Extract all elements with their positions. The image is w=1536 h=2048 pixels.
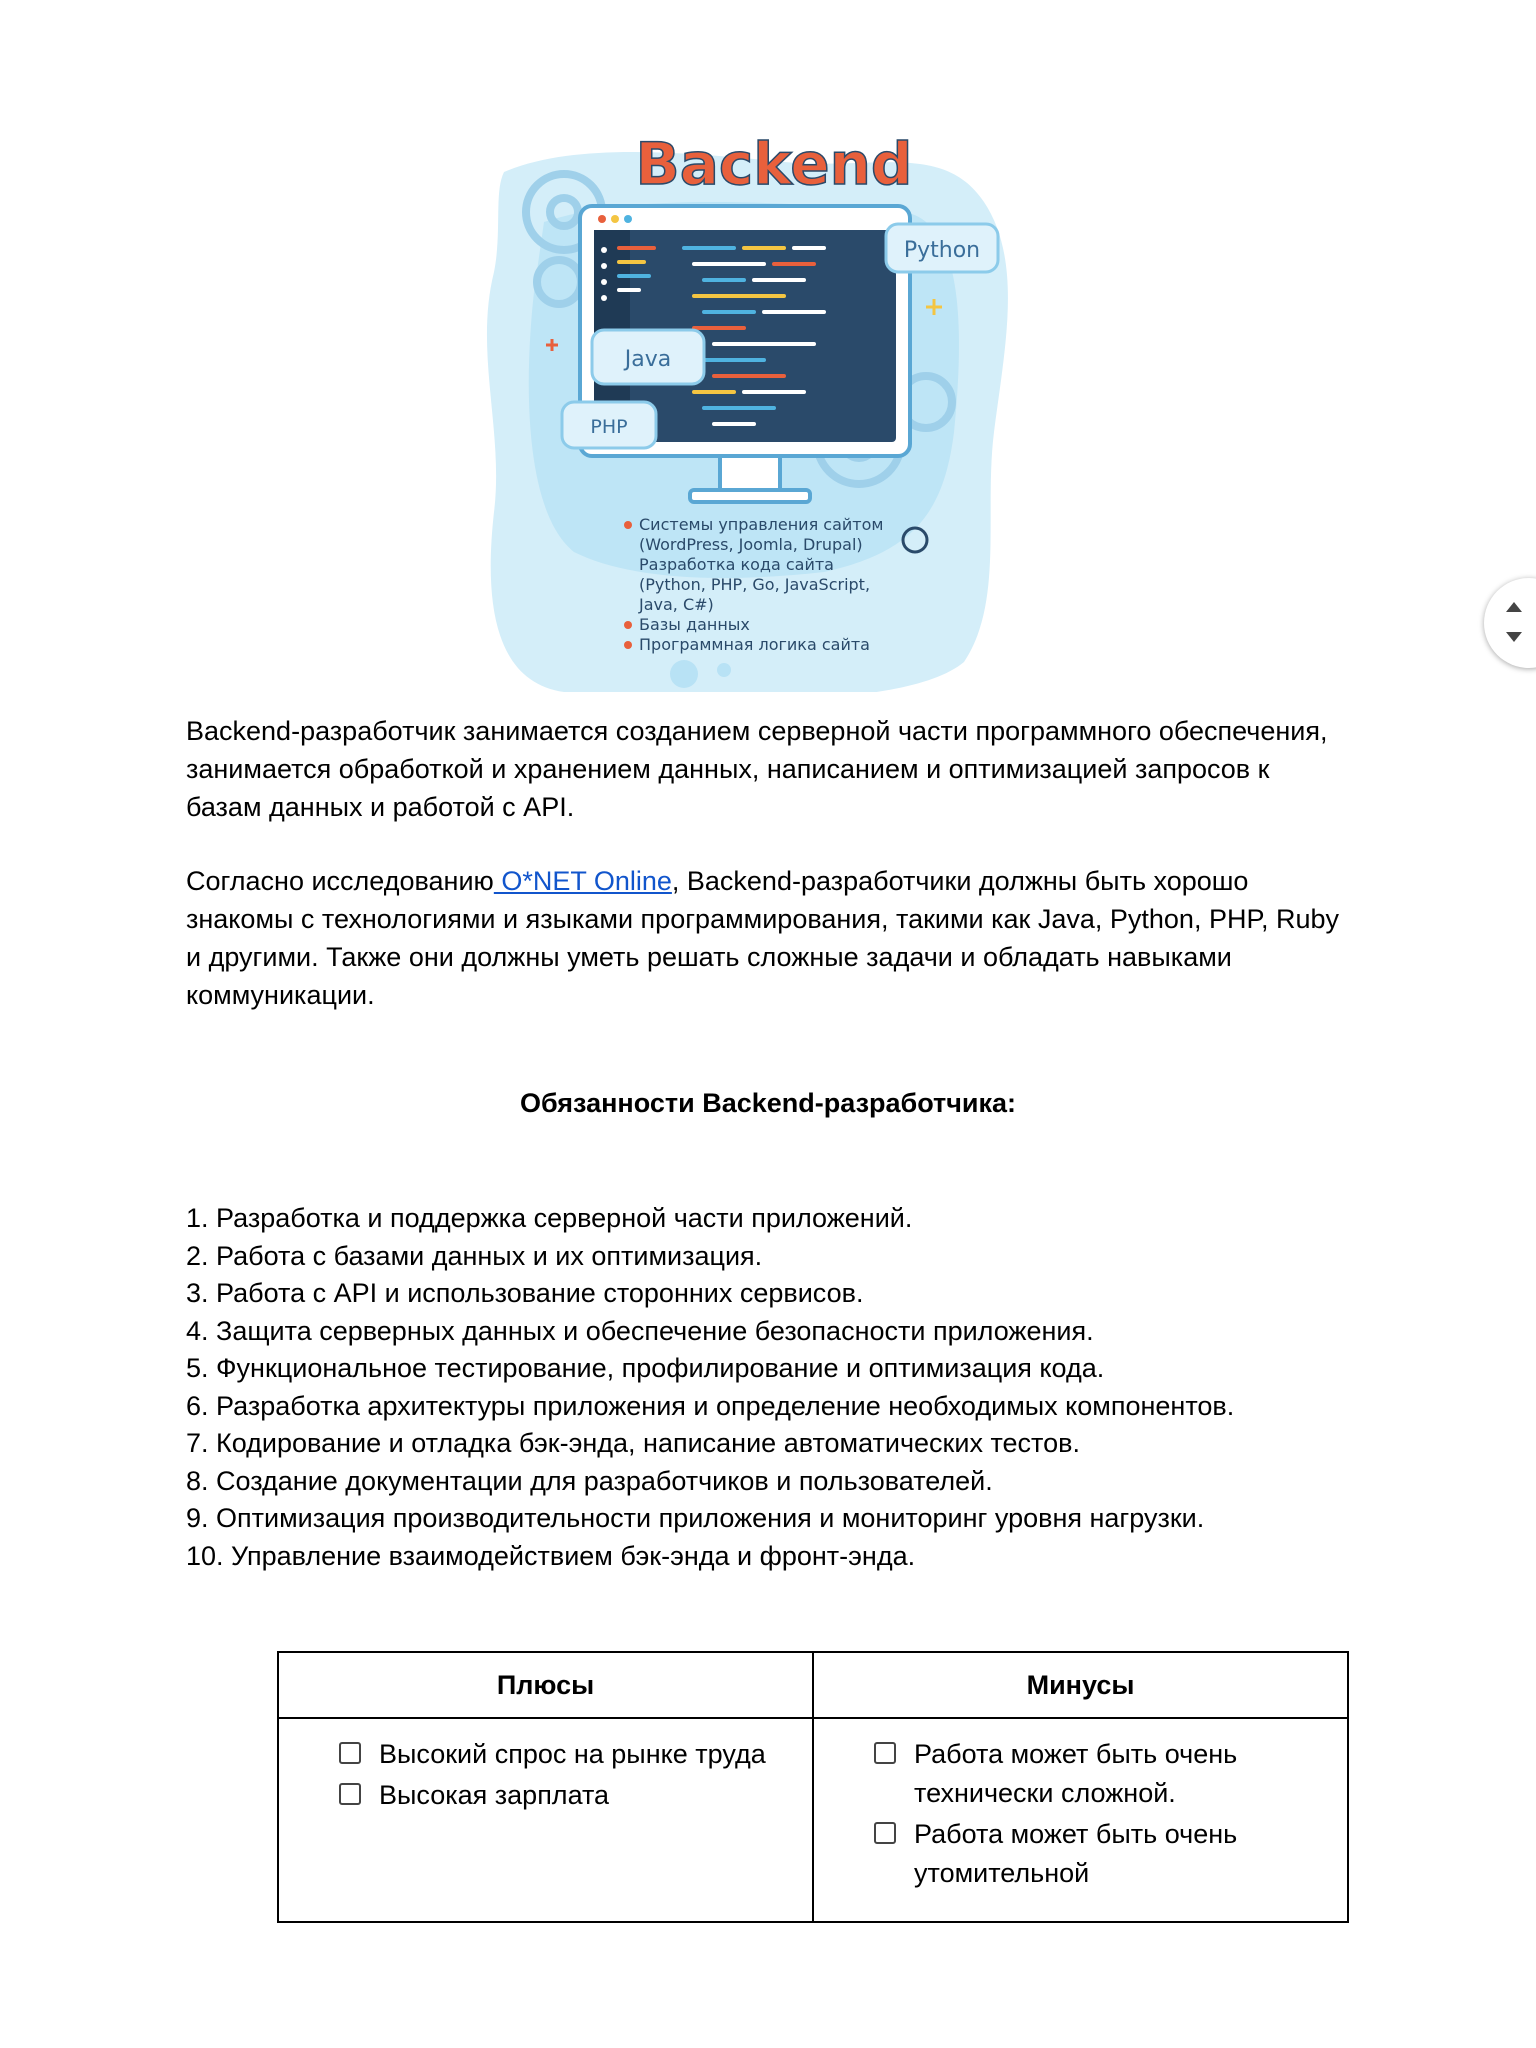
checkbox[interactable] [874,1822,896,1844]
cons-item-text: Работа может быть очень технически сложной. [914,1739,1238,1808]
cons-cell [813,1718,1348,1922]
illustration-bullet: Разработка кода сайта [639,555,834,574]
intro-paragraph: Backend-разработчик занимается созданием серверной части программного обеспечения, занимается обработкой и хранением данных, написанием и оптимизацией запросов к базам данных и работой с API. [186,716,1328,822]
pros-item [339,1776,794,1815]
duty-item: 2. Работа с базами данных и их оптимизация. [186,1240,763,1271]
cons-item [874,1815,1329,1893]
duty-item: 10. Управление взаимодействием бэк-энда и фронт-энда. [186,1540,916,1571]
pros-item [339,1735,794,1774]
php-label: PHP [590,416,628,438]
duties-list [186,1200,1386,1575]
pros-item-text: Высокий спрос на рынке труда [379,1739,766,1769]
research-suffix: , Backend-разработчики должны быть хорошо знакомы с технологиями и языками программирования, такими как Java, Python, PHP, Ruby и другими. Также они должны уметь решать сложные задачи и обладать навыками коммуникации. [186,866,1340,1010]
scroll-handle[interactable] [1484,578,1536,668]
research-paragraph [186,862,1346,1014]
cons-item-text: Работа может быть очень утомительной [914,1819,1238,1888]
php-badge [562,402,656,448]
duty-item: 1. Разработка и поддержка серверной части приложений. [186,1203,913,1233]
pros-item-text: Высокая зарплата [379,1780,610,1810]
research-prefix: Согласно исследованию [186,866,494,896]
duty-item: 9. Оптимизация производительности приложения и мониторинг уровня нагрузки. [186,1503,1205,1533]
duty-item: 3. Работа с API и использование сторонних сервисов. [186,1278,864,1308]
cons-header: Минусы [813,1652,1348,1718]
cons-item [874,1735,1329,1813]
illustration-bullet: Базы данных [639,615,750,634]
backend-illustration-graphic [484,132,1024,692]
java-badge [592,330,704,384]
java-label: Java [624,347,672,372]
illustration-bullet: Java, C#) [639,595,714,614]
illustration-bullet: (WordPress, Joomla, Drupal) [639,535,863,554]
checkbox[interactable] [339,1783,361,1805]
duty-item: 8. Создание документации для разработчиков и пользователей. [186,1465,993,1496]
pros-cell [278,1718,813,1922]
checkbox[interactable] [874,1742,896,1764]
backend-illustration [484,132,1024,692]
duty-item: 5. Функциональное тестирование, профилирование и оптимизация кода. [186,1353,1105,1383]
up-down-arrows-icon [1502,600,1526,644]
duty-item: 7. Кодирование и отладка бэк-энда, написание автоматических тестов. [186,1428,1080,1458]
illustration-bullet: Программная логика сайта [639,635,870,654]
checkbox[interactable] [339,1742,361,1764]
onet-online-link[interactable]: O*NET Online [493,866,672,896]
python-label: Python [903,238,981,263]
duty-item: 6. Разработка архитектуры приложения и определение необходимых компонентов. [186,1390,1235,1421]
pros-cons-table [277,1651,1349,1923]
python-badge [886,224,998,272]
illustration-bullet: (Python, PHP, Go, JavaScript, [639,575,871,594]
illustration-bullet: Системы управления сайтом [639,515,884,534]
duty-item: 4. Защита серверных данных и обеспечение безопасности приложения. [186,1315,1094,1346]
illustration-title: Backend [635,132,913,198]
duties-heading: Обязанности Backend-разработчика: [519,1088,1017,1118]
pros-header: Плюсы [278,1652,813,1718]
